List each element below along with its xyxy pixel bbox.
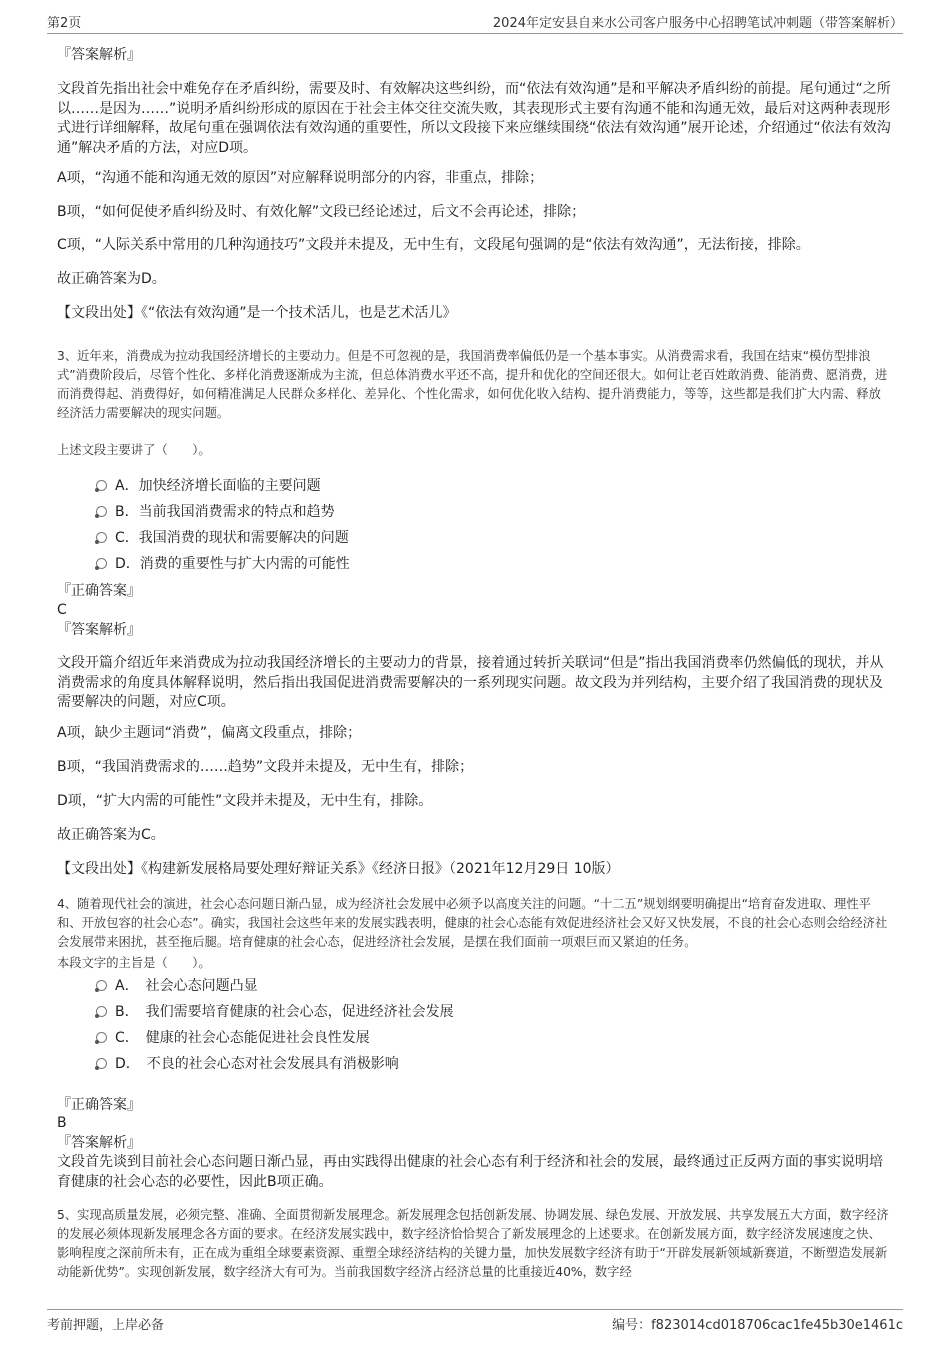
q3-option-a-analysis: A项，缺少主题词“消费”，偏离文段重点，排除；: [57, 725, 362, 741]
q3-option-d-label: D．消费的重要性与扩大内需的可能性: [115, 556, 350, 572]
q3-option-a[interactable]: [96, 476, 321, 496]
page-footer: [47, 1314, 903, 1334]
q3-answer: C: [57, 602, 67, 618]
document-title: 2024年定安县自来水公司客户服务中心招聘笔试冲刺题（带答案解析）: [492, 16, 903, 31]
q5-stem: 5、实现高质量发展，必须完整、准确、全面贯彻新发展理念。新发展理念包括创新发展、协调发展、绿色发展、开放发展、共享发展五大方面，数字经济的发展必须体现新发展理念各方面的要求。在经济发展实践中，数字经济恰恰契合了新发展理念的上述要求。在创新发展方面，数字经济发展速度之快、影响程度之深前所未有，正在成为重组全球要素资源、重塑全球经济结构的关键力量，加快发展数字经济有助于“开辟发展新领域新赛道，不断塑造发展新动能新优势”。实现创新发展，数字经济大有可为。当前我国数字经济占经济总量的比重接近40%，数字经: [57, 1208, 889, 1279]
radio-icon[interactable]: [96, 506, 107, 517]
q4-option-c-label: C． 健康的社会心态能促进社会良性发展: [115, 1030, 370, 1046]
q2-option-b-analysis: B项，“如何促使矛盾纠纷及时、有效化解”文段已经论述过，后文不会再论述，排除；: [57, 204, 586, 220]
footer-slogan: 考前押题，上岸必备: [47, 1318, 165, 1333]
q4-analysis-label: 『答案解析』: [57, 1135, 141, 1151]
footer-serial: 编号：f823014cd018706cac1fe45b30e1461c: [612, 1318, 903, 1333]
q3-option-d[interactable]: [96, 554, 350, 574]
q3-option-c[interactable]: [96, 528, 349, 548]
q4-option-a-label: A． 社会心态问题凸显: [115, 978, 258, 994]
radio-icon[interactable]: [96, 558, 107, 569]
radio-icon[interactable]: [96, 1032, 107, 1043]
q4-answer-label: 『正确答案』: [57, 1097, 141, 1113]
q3-option-b-analysis: B项，“我国消费需求的……趋势”文段并未提及，无中生有，排除；: [57, 759, 474, 775]
q2-option-c-analysis: C项，“人际关系中常用的几种沟通技巧”文段并未提及，无中生有，文段尾句强调的是“依法有效沟通”，无法衔接，排除。: [57, 237, 810, 253]
page-number: 第2页: [47, 16, 82, 31]
radio-icon[interactable]: [96, 480, 107, 491]
q3-option-d-analysis: D项，“扩大内需的可能性”文段并未提及，无中生有，排除。: [57, 793, 433, 809]
q3-option-c-label: C．我国消费的现状和需要解决的问题: [115, 530, 349, 546]
q2-conclusion: 故正确答案为D。: [57, 271, 166, 287]
radio-icon[interactable]: [96, 532, 107, 543]
radio-icon[interactable]: [96, 980, 107, 991]
q2-source: 【文段出处】《“依法有效沟通”是一个技术活儿，也是艺术活儿》: [57, 305, 457, 321]
q4-answer: B: [57, 1115, 67, 1131]
header-divider: [47, 33, 903, 34]
q4-option-d-label: D． 不良的社会心态对社会发展具有消极影响: [115, 1056, 399, 1072]
q2-analysis-label: 『答案解析』: [57, 47, 141, 63]
q3-source: 【文段出处】《构建新发展格局要处理好辩证关系》《经济日报》（2021年12月29日 10版）: [57, 861, 620, 877]
q3-analysis-label: 『答案解析』: [57, 622, 141, 638]
q4-option-b[interactable]: [96, 1002, 454, 1022]
q3-conclusion: 故正确答案为C。: [57, 827, 165, 843]
q2-option-a-analysis: A项，“沟通不能和沟通无效的原因”对应解释说明部分的内容，非重点，排除；: [57, 170, 544, 186]
radio-icon[interactable]: [96, 1058, 107, 1069]
q2-analysis-text: 文段首先指出社会中难免存在矛盾纠纷，需要及时、有效解决这些纠纷，而“依法有效沟通”是和平解决矛盾纠纷的前提。尾句通过“之所以……是因为……”说明矛盾纠纷形成的原因在于社会主体交往交流失败，其表现形式主要有沟通不能和沟通无效，最后对这两种表现形式进行详细解释，故尾句重在强调依法有效沟通的重要性，所以文段接下来应继续围绕“依法有效沟通”展开论述，介绍通过“依法有效沟通”解决矛盾的方法，对应D项。: [57, 81, 891, 156]
q3-option-b[interactable]: [96, 502, 335, 522]
q4-option-c[interactable]: [96, 1028, 370, 1048]
q3-analysis-text: 文段开篇介绍近年来消费成为拉动我国经济增长的主要动力的背景，接着通过转折关联词“但是”指出我国消费率仍然偏低的现状，并从消费需求的角度具体解释说明，然后指出我国促进消费需要解决的一系列现实问题。故文段为并列结构，主要介绍了我国消费的现状及需要解决的问题，对应C项。: [57, 655, 884, 710]
q3-answer-label: 『正确答案』: [57, 583, 141, 599]
page-header: [47, 12, 903, 32]
q4-option-b-label: B． 我们需要培育健康的社会心态，促进经济社会发展: [115, 1004, 454, 1020]
q4-analysis-text: 文段首先谈到目前社会心态问题日渐凸显，再由实践得出健康的社会心态有利于经济和社会的发展，最终通过正反两方面的事实说明培育健康的社会心态的必要性，因此B项正确。: [57, 1154, 883, 1190]
footer-divider: [47, 1309, 903, 1310]
q3-option-b-label: B．当前我国消费需求的特点和趋势: [115, 504, 335, 520]
q4-stem: 4、随着现代社会的演进，社会心态问题日渐凸显，成为经济社会发展中必须予以高度关注的问题。“十二五”规划纲要明确提出“培育奋发进取、理性平和、开放包容的社会心态”。确实，我国社会这些年来的发展实践表明，健康的社会心态能有效促进经济社会又好又快发展，不良的社会心态则会给经济社会发展带来困扰，甚至拖后腿。培育健康的社会心态，促进经济社会发展，是摆在我们面前一项艰巨而又紧迫的任务。: [57, 897, 888, 949]
q3-stem: 3、近年来，消费成为拉动我国经济增长的主要动力。但是不可忽视的是，我国消费率偏低仍是一个基本事实。从消费需求看，我国在结束“模仿型排浪式”消费阶段后，尽管个性化、多样化消费逐渐成为主流，但总体消费水平还不高，提升和优化的空间还很大。如何让老百姓敢消费、能消费、愿消费，进而消费得起、消费得好，如何精准满足人民群众多样化、差异化、个性化需求，如何优化收入结构、提升消费能力，等等，这些都是我们扩大内需、释放经济活力需要解决的现实问题。: [57, 349, 888, 420]
q3-question: 上述文段主要讲了（ ）。: [57, 443, 211, 457]
q4-option-a[interactable]: [96, 976, 258, 996]
q4-question: 本段文字的主旨是（ ）。: [57, 956, 211, 970]
q3-option-a-label: A．加快经济增长面临的主要问题: [115, 478, 321, 494]
q4-option-d[interactable]: [96, 1054, 399, 1074]
radio-icon[interactable]: [96, 1006, 107, 1017]
